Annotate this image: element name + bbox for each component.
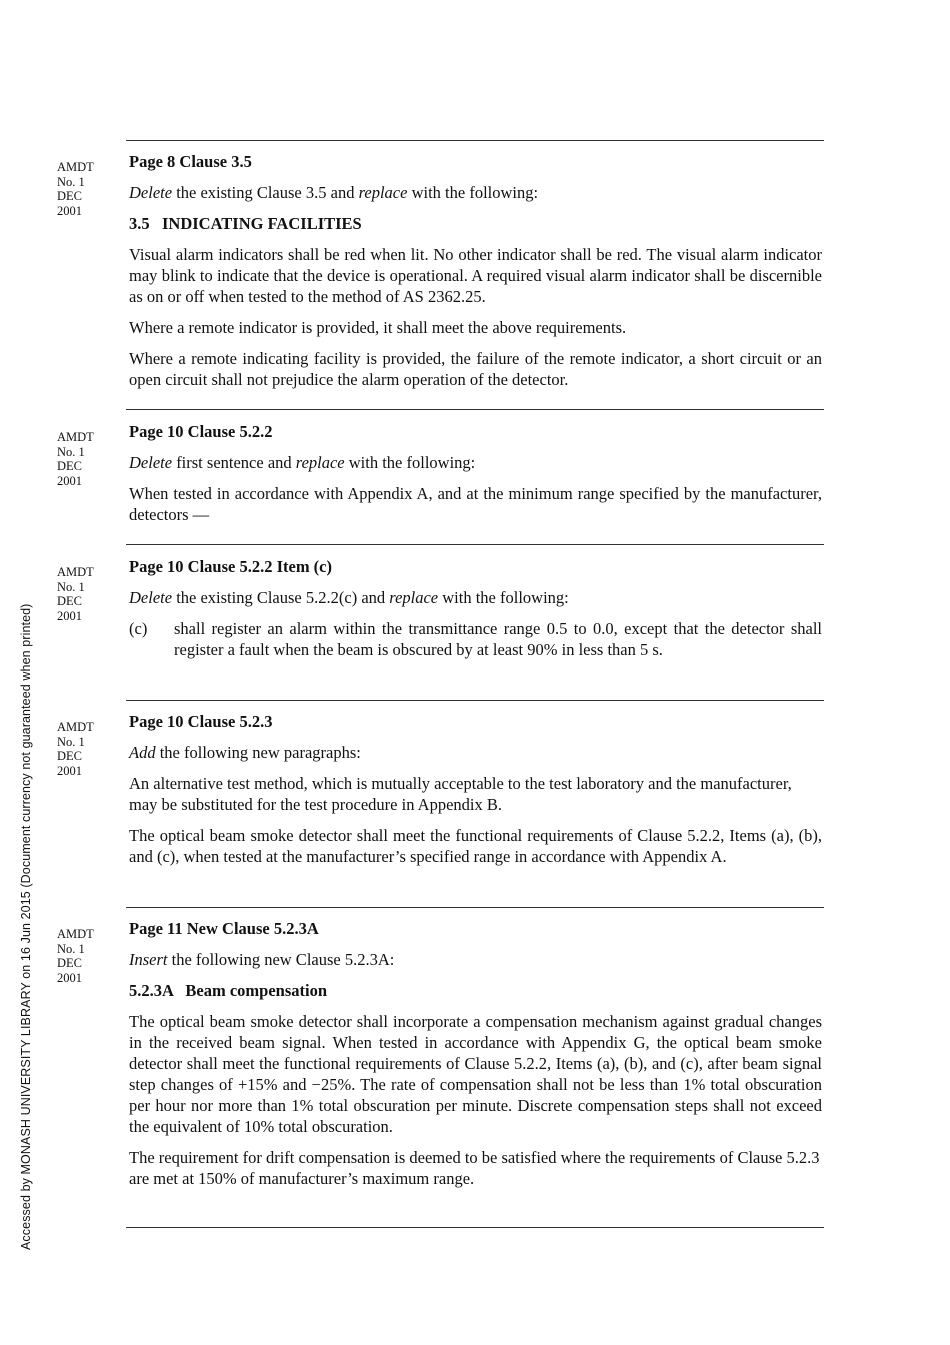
clause-title: 3.5 INDICATING FACILITIES bbox=[129, 214, 362, 233]
amendment-note bbox=[57, 430, 117, 488]
amdt-month: DEC bbox=[57, 749, 82, 763]
paragraph: Where a remote indicator is provided, it shall meet the above requirements. bbox=[129, 318, 627, 337]
amdt-label: AMDT bbox=[57, 720, 94, 734]
item-text: shall register an alarm within the transmittance range 0.5 to 0.0, except that the detector shall register a fault when the beam is obscured by at least 90% in less than 5 s. bbox=[174, 619, 822, 659]
item-label: (c) bbox=[129, 619, 148, 638]
amdt-label: AMDT bbox=[57, 927, 94, 941]
instruction-verb: replace bbox=[295, 453, 345, 472]
list-item bbox=[129, 618, 822, 660]
instruction-verb: Add bbox=[129, 743, 156, 762]
instruction bbox=[129, 182, 822, 203]
amdt-label: AMDT bbox=[57, 160, 94, 174]
instruction bbox=[129, 587, 822, 608]
amendment-note bbox=[57, 160, 117, 218]
amdt-number: No. 1 bbox=[57, 579, 85, 594]
instruction bbox=[129, 949, 822, 970]
amdt-number: No. 1 bbox=[57, 444, 85, 459]
instruction-verb: replace bbox=[389, 588, 439, 607]
instruction-text: the following new Clause 5.2.3A: bbox=[167, 950, 395, 969]
instruction-text: with the following: bbox=[344, 453, 476, 472]
paragraph: When tested in accordance with Appendix A, and at the minimum range specified by the manufacturer, detectors — bbox=[129, 484, 822, 524]
instruction-verb: Delete bbox=[129, 183, 173, 202]
instruction-text: first sentence and bbox=[172, 453, 296, 472]
section-divider bbox=[126, 907, 824, 908]
section-clause-5-2-3 bbox=[129, 711, 822, 867]
amdt-number: No. 1 bbox=[57, 174, 85, 189]
amdt-year: 2001 bbox=[57, 203, 82, 218]
amdt-number: No. 1 bbox=[57, 941, 85, 956]
paragraph: The optical beam smoke detector shall meet the functional requirements of Clause 5.2.2, Items (a), (b), and (c), when tested at the manufacturer’s specified range in accordance with Appendix A. bbox=[129, 826, 822, 866]
instruction-text: the following new paragraphs: bbox=[155, 743, 361, 762]
section-clause-5-2-2 bbox=[129, 421, 822, 525]
amdt-month: DEC bbox=[57, 459, 82, 473]
paragraph: Where a remote indicating facility is provided, the failure of the remote indicator, a short circuit or an open circuit shall not prejudice the alarm operation of the detector. bbox=[129, 349, 822, 389]
amdt-month: DEC bbox=[57, 594, 82, 608]
access-watermark: Accessed by MONASH UNIVERSITY LIBRARY on 16 Jun 2015 (Document currency not guaranteed when printed) bbox=[19, 603, 33, 1250]
section-clause-5-2-2-item-c bbox=[129, 556, 822, 660]
amdt-year: 2001 bbox=[57, 608, 82, 623]
section-heading: Page 10 Clause 5.2.2 bbox=[129, 422, 273, 441]
instruction-verb: Delete bbox=[129, 588, 173, 607]
amdt-year: 2001 bbox=[57, 763, 82, 778]
section-heading: Page 11 New Clause 5.2.3A bbox=[129, 919, 319, 938]
section-heading: Page 10 Clause 5.2.2 Item (c) bbox=[129, 557, 332, 576]
clause-title: 5.2.3A Beam compensation bbox=[129, 981, 327, 1000]
instruction-verb: Insert bbox=[129, 950, 168, 969]
section-clause-3-5 bbox=[129, 151, 822, 390]
instruction bbox=[129, 452, 822, 473]
paragraph: The requirement for drift compensation is deemed to be satisfied where the requirements of Clause 5.2.3 are met at 150% of manufacturer’s maximum range. bbox=[129, 1148, 820, 1188]
instruction-text: with the following: bbox=[407, 183, 539, 202]
paragraph: An alternative test method, which is mutually acceptable to the test laboratory and the manufacturer, may be substituted for the test procedure in Appendix B. bbox=[129, 774, 792, 814]
instruction-text: the existing Clause 5.2.2(c) and bbox=[172, 588, 390, 607]
paragraph: The optical beam smoke detector shall incorporate a compensation mechanism against gradual changes in the received beam signal. When tested in accordance with Appendix G, the optical beam smoke detector shall meet the functional requirements of Clause 5.2.2, Items (a), (b), and (c), after beam signal step changes of +15% and −25%. The rate of compensation shall not be less than 1% total obscuration per hour nor more than 1% total obscuration per minute. Discrete compensation steps shall not exceed the equivalent of 10% total obscuration. bbox=[129, 1012, 822, 1136]
amdt-number: No. 1 bbox=[57, 734, 85, 749]
paragraph: Visual alarm indicators shall be red when lit. No other indicator shall be red. The visual alarm indicator may blink to indicate that the device is operational. A required visual alarm indicator shall be discernible as on or off when tested to the method of AS 2362.25. bbox=[129, 245, 822, 306]
section-divider bbox=[126, 700, 824, 701]
section-heading: Page 10 Clause 5.2.3 bbox=[129, 712, 273, 731]
instruction-text: with the following: bbox=[438, 588, 569, 607]
instruction-text: the existing Clause 3.5 and bbox=[172, 183, 359, 202]
amdt-label: AMDT bbox=[57, 430, 94, 444]
instruction-verb: replace bbox=[358, 183, 408, 202]
amdt-label: AMDT bbox=[57, 565, 94, 579]
section-divider bbox=[126, 140, 824, 141]
amdt-month: DEC bbox=[57, 956, 82, 970]
section-divider bbox=[126, 409, 824, 410]
amdt-month: DEC bbox=[57, 189, 82, 203]
amendment-note bbox=[57, 720, 117, 778]
section-divider bbox=[126, 544, 824, 545]
amdt-year: 2001 bbox=[57, 473, 82, 488]
amendment-note bbox=[57, 565, 117, 623]
section-heading: Page 8 Clause 3.5 bbox=[129, 152, 252, 171]
amdt-year: 2001 bbox=[57, 970, 82, 985]
section-clause-5-2-3a bbox=[129, 918, 822, 1189]
instruction-verb: Delete bbox=[129, 453, 173, 472]
section-divider bbox=[126, 1227, 824, 1228]
instruction bbox=[129, 742, 822, 763]
amendment-note bbox=[57, 927, 117, 985]
